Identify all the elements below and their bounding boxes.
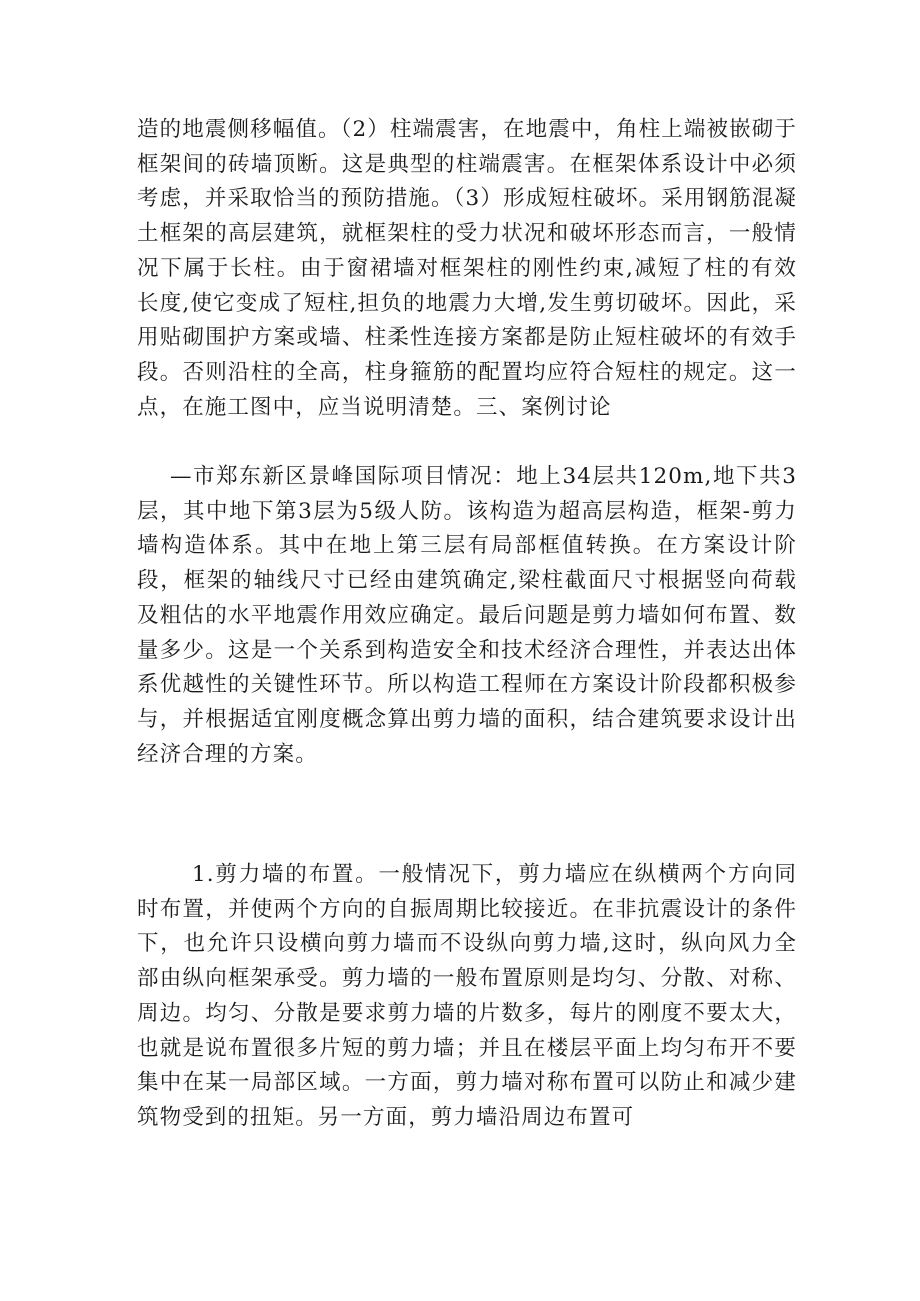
paragraph-shear-wall-layout: 1.剪力墙的布置。一般情况下，剪力墙应在纵横两个方向同时布置，并使两个方向的自振周期比较接近。在非抗震设计的条件下，也允许只设横向剪力墙而不设纵向剪力墙,这时，纵向风力全部由纵向框架承受。剪力墙的一般布置原则是均匀、分散、对称、周边。均匀、分散是要求剪力墙的片数多，每片的刚度不要太大，也就是说布置很多片短的剪力墙；并且在楼层平面上均匀布开不要集中在某一局部区域。一方面，剪力墙对称布置可以防止和减少建筑物受到的扭矩。另一方面，剪力墙沿周边布置可 [137, 862, 797, 1130]
paragraph-case-project: —市郑东新区景峰国际项目情况：地上34层共120m,地下共3层，其中地下第3层为5级人防。该构造为超高层构造，框架-剪力墙构造体系。其中在地上第三层有局部框值转换。在方案设计阶段，框架的轴线尺寸已经由建筑确定,梁柱截面尺寸根据竖向荷载及粗估的水平地震作用效应确定。最后问题是剪力墙如何布置、数量多少。这是一个关系到构造安全和技术经济合理性，并表达出体系优越性的关键性环节。所以构造工程师在方案设计阶段都积极参与，并根据适宜刚度概念算出剪力墙的面积，结合建筑要求设计出经济合理的方案。 [137, 464, 797, 767]
paragraph-column-failure: 造的地震侧移幅值。（2）柱端震害，在地震中，角柱上端被嵌砌于框架间的砖墙顶断。这是典型的柱端震害。在框架体系设计中必须考虑，并采取恰当的预防措施。（3）形成短柱破坏。采用钢筋混凝土框架的高层建筑，就框架柱的受力状况和破坏形态而言，一般情况下属于长柱。由于窗裙墙对框架柱的刚性约束,减短了柱的有效长度,使它变成了短柱,担负的地震力大增,发生剪切破坏。因此，采用贴砌围护方案或墙、柱柔性连接方案都是防止短柱破坏的有效手段。否则沿柱的全高，柱身箍筋的配置均应符合短柱的规定。这一点，在施工图中，应当说明清楚。三、案例讨论 [137, 117, 797, 420]
